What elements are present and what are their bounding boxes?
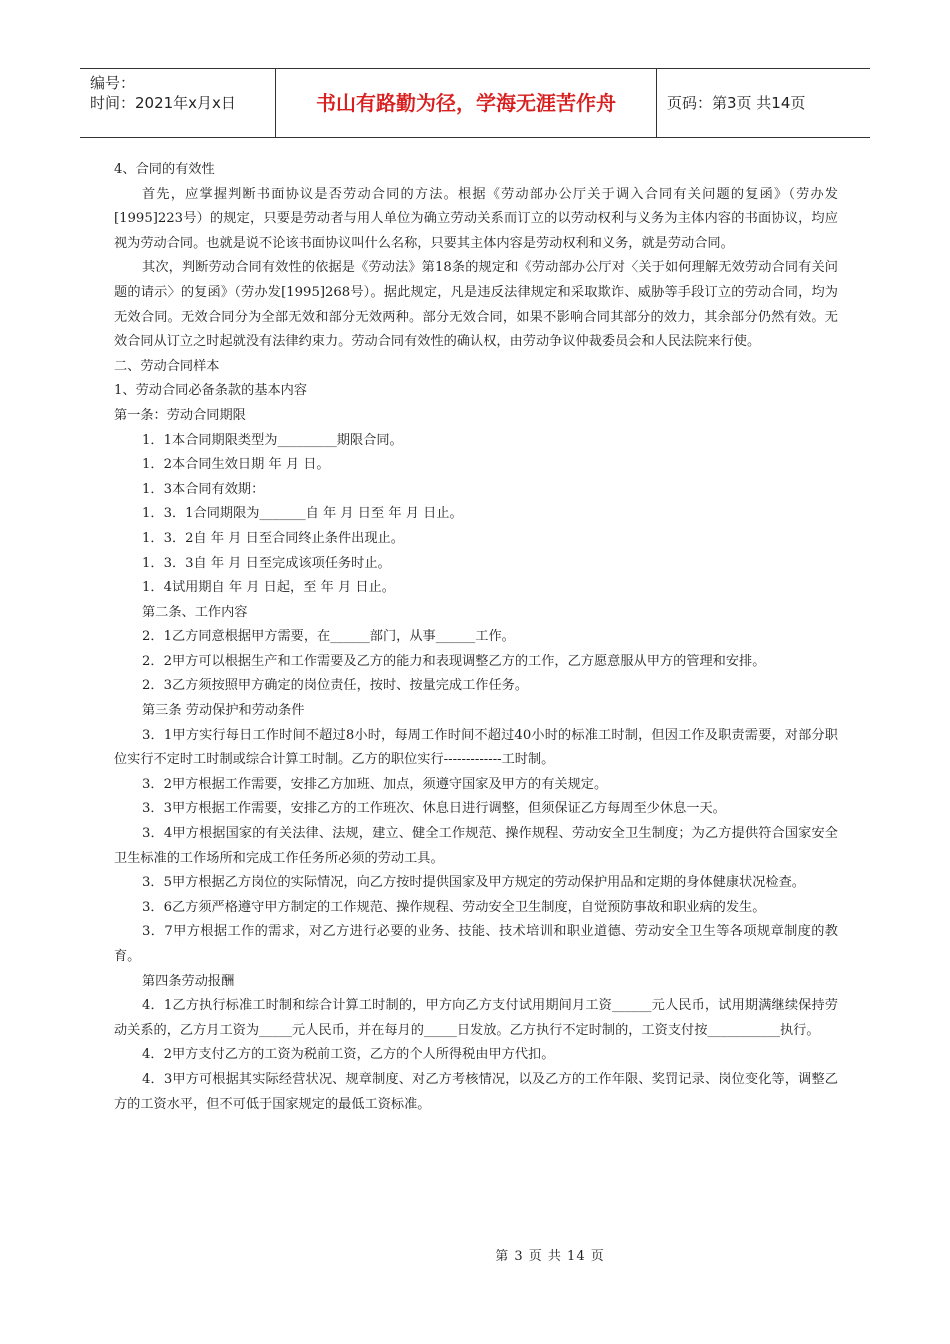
section-heading: 1、劳动合同必备条款的基本内容	[114, 383, 308, 399]
clause: 4．1乙方执行标准工时制和综合计算工时制的，甲方向乙方支付试用期间月工资______元人民币，试用期满继续保持劳动关系的，乙方月工资为_____元人民币，并在每月的_____日发放。乙方执行不定时制的，工资支付按___________执行。	[114, 998, 838, 1038]
clause: 2．3乙方须按照甲方确定的岗位责任，按时、按量完成工作任务。	[142, 678, 529, 694]
article-heading: 第二条、工作内容	[142, 604, 248, 620]
article-heading: 第四条劳动报酬	[142, 973, 235, 989]
body-paragraph: 其次，判断劳动合同有效性的依据是《劳动法》第18条的规定和《劳动部办公厅对〈关于如何理解无效劳动合同有关问题的请示〉的复函》（劳办发[1995]268号）。据此规定，凡是违反法律规定和采取欺诈、威胁等手段订立的劳动合同，均为无效合同。无效合同分为全部无效和部分无效两种。部分无效合同，如果不影响合同其部分的效力，其余部分仍然有效。无效合同从订立之时起就没有法律约束力。劳动合同有效性的确认权，由劳动争议仲裁委员会和人民法院来行使。	[114, 260, 838, 350]
clause: 3．5甲方根据乙方岗位的实际情况，向乙方按时提供国家及甲方规定的劳动保护用品和定期的身体健康状况检查。	[142, 875, 805, 891]
document-body	[114, 158, 838, 1117]
footer-page-number: 第 3 页 共 14 页	[495, 1249, 605, 1264]
section-heading: 4、合同的有效性	[114, 162, 215, 177]
page-header	[80, 68, 870, 138]
clause: 2．1乙方同意根据甲方需要，在______部门，从事______工作。	[142, 629, 515, 645]
clause: 4．3甲方可根据其实际经营状况、规章制度、对乙方考核情况，以及乙方的工作年限、奖罚记录、岗位变化等，调整乙方的工资水平，但不可低于国家规定的最低工资标准。	[114, 1071, 838, 1112]
clause: 3．3甲方根据工作需要，安排乙方的工作班次、休息日进行调整，但须保证乙方每周至少休息一天。	[142, 801, 726, 817]
clause: 2．2甲方可以根据生产和工作需要及乙方的能力和表现调整乙方的工作，乙方愿意服从甲方的管理和安排。	[142, 653, 766, 669]
clause: 1．3本合同有效期：	[142, 481, 265, 497]
article-heading: 第三条 劳动保护和劳动条件	[142, 703, 305, 719]
document-number: 编号：	[90, 74, 136, 92]
clause: 1．4试用期自 年 月 日起，至 年 月 日止。	[142, 580, 395, 596]
clause: 1．2本合同生效日期 年 月 日。	[142, 457, 330, 473]
clause: 1．3．3自 年 月 日至完成该项任务时止。	[142, 555, 391, 571]
header-meta	[80, 69, 276, 137]
clause: 1．1本合同期限类型为_________期限合同。	[142, 432, 403, 448]
body-paragraph: 首先，应掌握判断书面协议是否劳动合同的方法。根据《劳动部办公厅关于调入合同有关问题的复函》（劳办发[1995]223号）的规定，只要是劳动者与用人单位为确立劳动关系而订立的以劳动权利与义务为主体内容的书面协议，均应视为劳动合同。也就是说不论该书面协议叫什么名称，只要其主体内容是劳动权利和义务，就是劳动合同。	[114, 186, 838, 251]
section-heading: 二、劳动合同样本	[114, 358, 220, 374]
clause: 3．1甲方实行每日工作时间不超过8小时，每周工作时间不超过40小时的标准工时制，但因工作及职责需要，对部分职位实行不定时工时制或综合计算工时制。乙方的职位实行-------------工时制。	[114, 727, 838, 768]
clause: 1．3．1合同期限为_______自 年 月 日至 年 月 日止。	[142, 506, 463, 522]
header-motto: 书山有路勤为径，学海无涯苦作舟	[276, 69, 657, 137]
clause: 3．4甲方根据国家的有关法律、法规，建立、健全工作规范、操作规程、劳动安全卫生制度；为乙方提供符合国家安全卫生标准的工作场所和完成工作任务所必须的劳动工具。	[114, 826, 838, 866]
header-page-number: 页码：第3页 共14页	[667, 94, 806, 112]
clause: 3．2甲方根据工作需要，安排乙方加班、加点，须遵守国家及甲方的有关规定。	[142, 776, 608, 792]
clause: 1．3．2自 年 月 日至合同终止条件出现止。	[142, 530, 404, 546]
clause: 4．2甲方支付乙方的工资为税前工资，乙方的个人所得税由甲方代扣。	[142, 1047, 555, 1063]
document-date: 时间：2021年x月x日	[90, 94, 236, 112]
article-heading: 第一条：劳动合同期限	[114, 407, 246, 423]
clause: 3．6乙方须严格遵守甲方制定的工作规范、操作规程、劳动安全卫生制度，自觉预防事故和职业病的发生。	[142, 899, 766, 915]
page-footer	[0, 1245, 950, 1264]
clause: 3．7甲方根据工作的需求，对乙方进行必要的业务、技能、技术培训和职业道德、劳动安全卫生等各项规章制度的教育。	[114, 924, 838, 964]
